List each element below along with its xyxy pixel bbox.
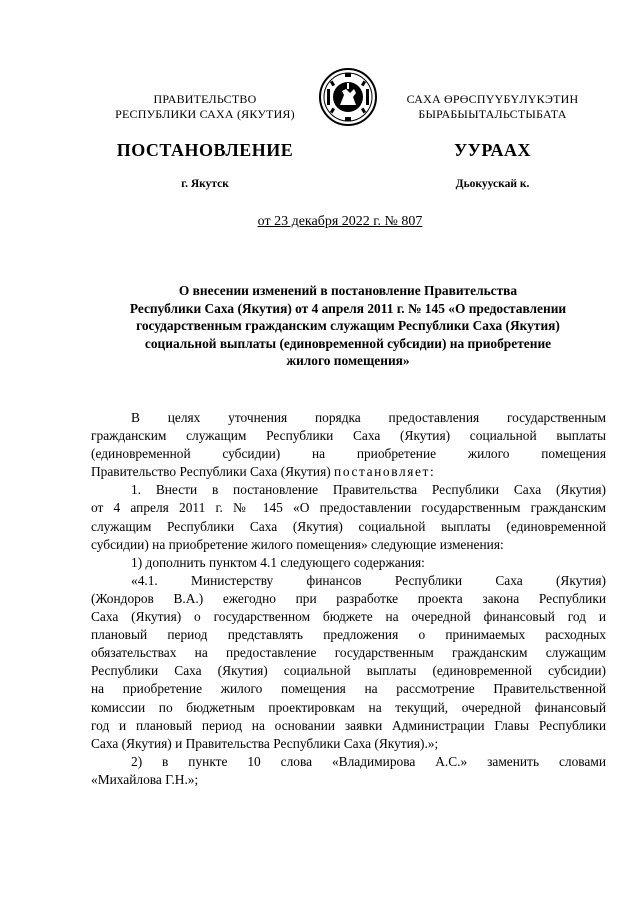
- body-line: «4.1. Министерству финансов Республики Саха (Якутия): [131, 572, 606, 588]
- body-line: (Жондоров В.А.) ежегодно при разработке проекта закона Республики: [91, 590, 606, 606]
- document-subject: [90, 282, 606, 370]
- header-right-line2: БЫРАБЫЫТАЛЬСТЫБАТА: [418, 107, 567, 121]
- body-line: 1. Внести в постановление Правительства Республики Саха (Якутия): [131, 482, 606, 498]
- body-line: обязательствах на предоставление государственным гражданским служащим: [91, 645, 606, 661]
- body-line: [91, 463, 606, 481]
- body-line: Республики Саха (Якутия) социальной выплаты (единовременной субсидии): [91, 663, 606, 679]
- paragraph-item-1: [91, 481, 606, 553]
- body-line: на приобретение жилого помещения на рассмотрение Правительственной: [91, 681, 606, 697]
- body-line: Саха (Якутия) и Правительства Республики Саха (Якутия).»;: [91, 735, 439, 751]
- subject-line: жилого помещения»: [286, 353, 410, 368]
- title-right: УУРААХ: [453, 140, 532, 160]
- document-date-number: от 23 декабря 2022 г. № 807: [257, 214, 423, 229]
- body-line: В целях уточнения порядка предоставления государственным: [131, 410, 606, 425]
- decree-word: постановляет:: [334, 464, 436, 480]
- city-left: г. Якутск: [181, 178, 229, 190]
- body-line: 2) в пункте 10 слова «Владимирова А.С.» заменить словами: [131, 753, 606, 769]
- header-left-line1: ПРАВИТЕЛЬСТВО: [153, 92, 257, 106]
- body-line: Саха (Якутия) о государственном бюджете на очередной финансовый год и: [91, 609, 606, 625]
- body-line-text: Правительство Республики Саха (Якутия): [91, 464, 335, 480]
- title-left: ПОСТАНОВЛЕНИЕ: [116, 140, 294, 160]
- paragraph-subitem-1: [91, 554, 606, 572]
- body-line: плановый период представлять предложения о принимаемых расходных: [91, 627, 606, 643]
- paragraph-preamble: [91, 409, 606, 481]
- body-line: 1) дополнить пунктом 4.1 следующего содержания:: [131, 554, 425, 570]
- document-body: [91, 409, 606, 789]
- coat-of-arms-icon: [318, 67, 378, 127]
- body-line: год и плановый период на основании заявки Администрации Главы Республики: [91, 717, 606, 733]
- body-line: от 4 апреля 2011 г. № 145 «О предоставлении государственным гражданским: [91, 500, 606, 516]
- body-line: служащим Республики Саха (Якутия) социальной выплаты (единовременной: [91, 518, 606, 534]
- subject-line: государственным гражданским служащим Республики Саха (Якутия): [136, 318, 560, 333]
- paragraph-subitem-2: [91, 753, 606, 789]
- body-line: комиссии по бюджетным проектировкам на текущий, очередной финансовый: [91, 699, 606, 715]
- header-right-line1: САХА ӨРӨСПҮҮБҮЛҮКЭТИН: [406, 92, 579, 106]
- header-left-line2: РЕСПУБЛИКИ САХА (ЯКУТИЯ): [115, 107, 295, 121]
- body-line: (единовременной субсидии) на приобретение жилого помещения: [91, 446, 606, 462]
- header-right: [385, 92, 600, 122]
- header-left: [100, 92, 310, 122]
- subject-line: Республики Саха (Якутия) от 4 апреля 2011 г. № 145 «О предоставлении: [129, 300, 567, 316]
- paragraph-clause-4-1: [91, 572, 606, 753]
- subject-line: О внесении изменений в постановление Правительства: [178, 283, 518, 298]
- body-line: гражданским служащим Республики Саха (Якутия) социальной выплаты: [91, 428, 606, 444]
- body-line: субсидии) на приобретение жилого помещения» следующие изменения:: [91, 536, 504, 552]
- body-line: «Михайлова Г.Н.»;: [91, 771, 199, 787]
- city-right: Дьокуускай к.: [455, 178, 530, 190]
- subject-line: социальной выплаты (единовременной субсидии) на приобретение: [144, 335, 552, 351]
